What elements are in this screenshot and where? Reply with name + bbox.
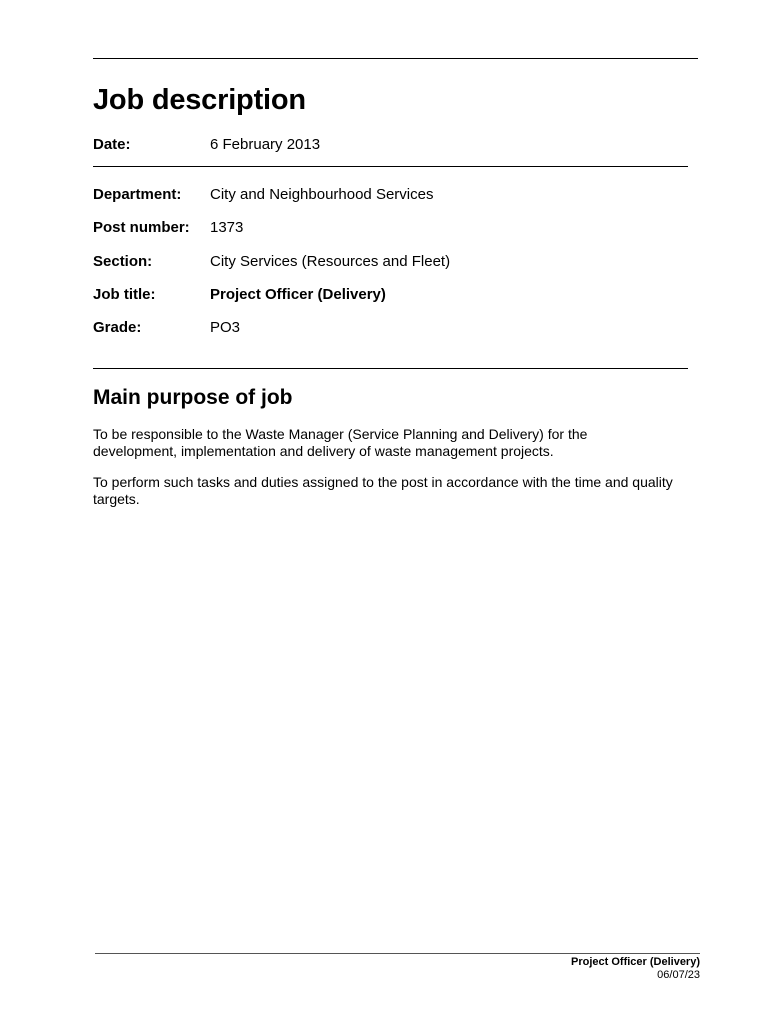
date-divider (93, 166, 688, 167)
job-title-label: Job title: (93, 286, 156, 303)
footer-title: Project Officer (Delivery) (571, 956, 700, 968)
document-title: Job description (93, 84, 306, 116)
date-value: 6 February 2013 (210, 136, 321, 153)
post-number-value: 1373 (210, 219, 244, 236)
date-row (93, 135, 693, 155)
top-divider (93, 58, 698, 59)
department-value: City and Neighbourhood Services (210, 186, 434, 203)
footer-divider (95, 953, 700, 954)
grade-value: PO3 (210, 319, 241, 336)
post-number-label: Post number: (93, 219, 190, 236)
footer-date: 06/07/23 (657, 969, 700, 981)
purpose-paragraph: To be responsible to the Waste Manager (Service Planning and Delivery) for the development, implementation and delivery of waste management projects. (93, 426, 588, 459)
purpose-paragraph: To perform such tasks and duties assigned to the post in accordance with the time and quality targets. (93, 474, 673, 507)
grade-row (93, 318, 693, 338)
date-label: Date: (93, 136, 131, 153)
main-purpose-heading: Main purpose of job (93, 386, 293, 409)
post-number-row (93, 218, 693, 238)
page-footer (571, 956, 700, 982)
job-title-row (93, 285, 693, 305)
department-row (93, 185, 693, 205)
fields-divider (93, 368, 688, 369)
section-row (93, 252, 693, 272)
department-label: Department: (93, 186, 182, 203)
section-value: City Services (Resources and Fleet) (210, 253, 451, 270)
section-label: Section: (93, 253, 153, 270)
job-title-value: Project Officer (Delivery) (210, 286, 386, 303)
grade-label: Grade: (93, 319, 142, 336)
